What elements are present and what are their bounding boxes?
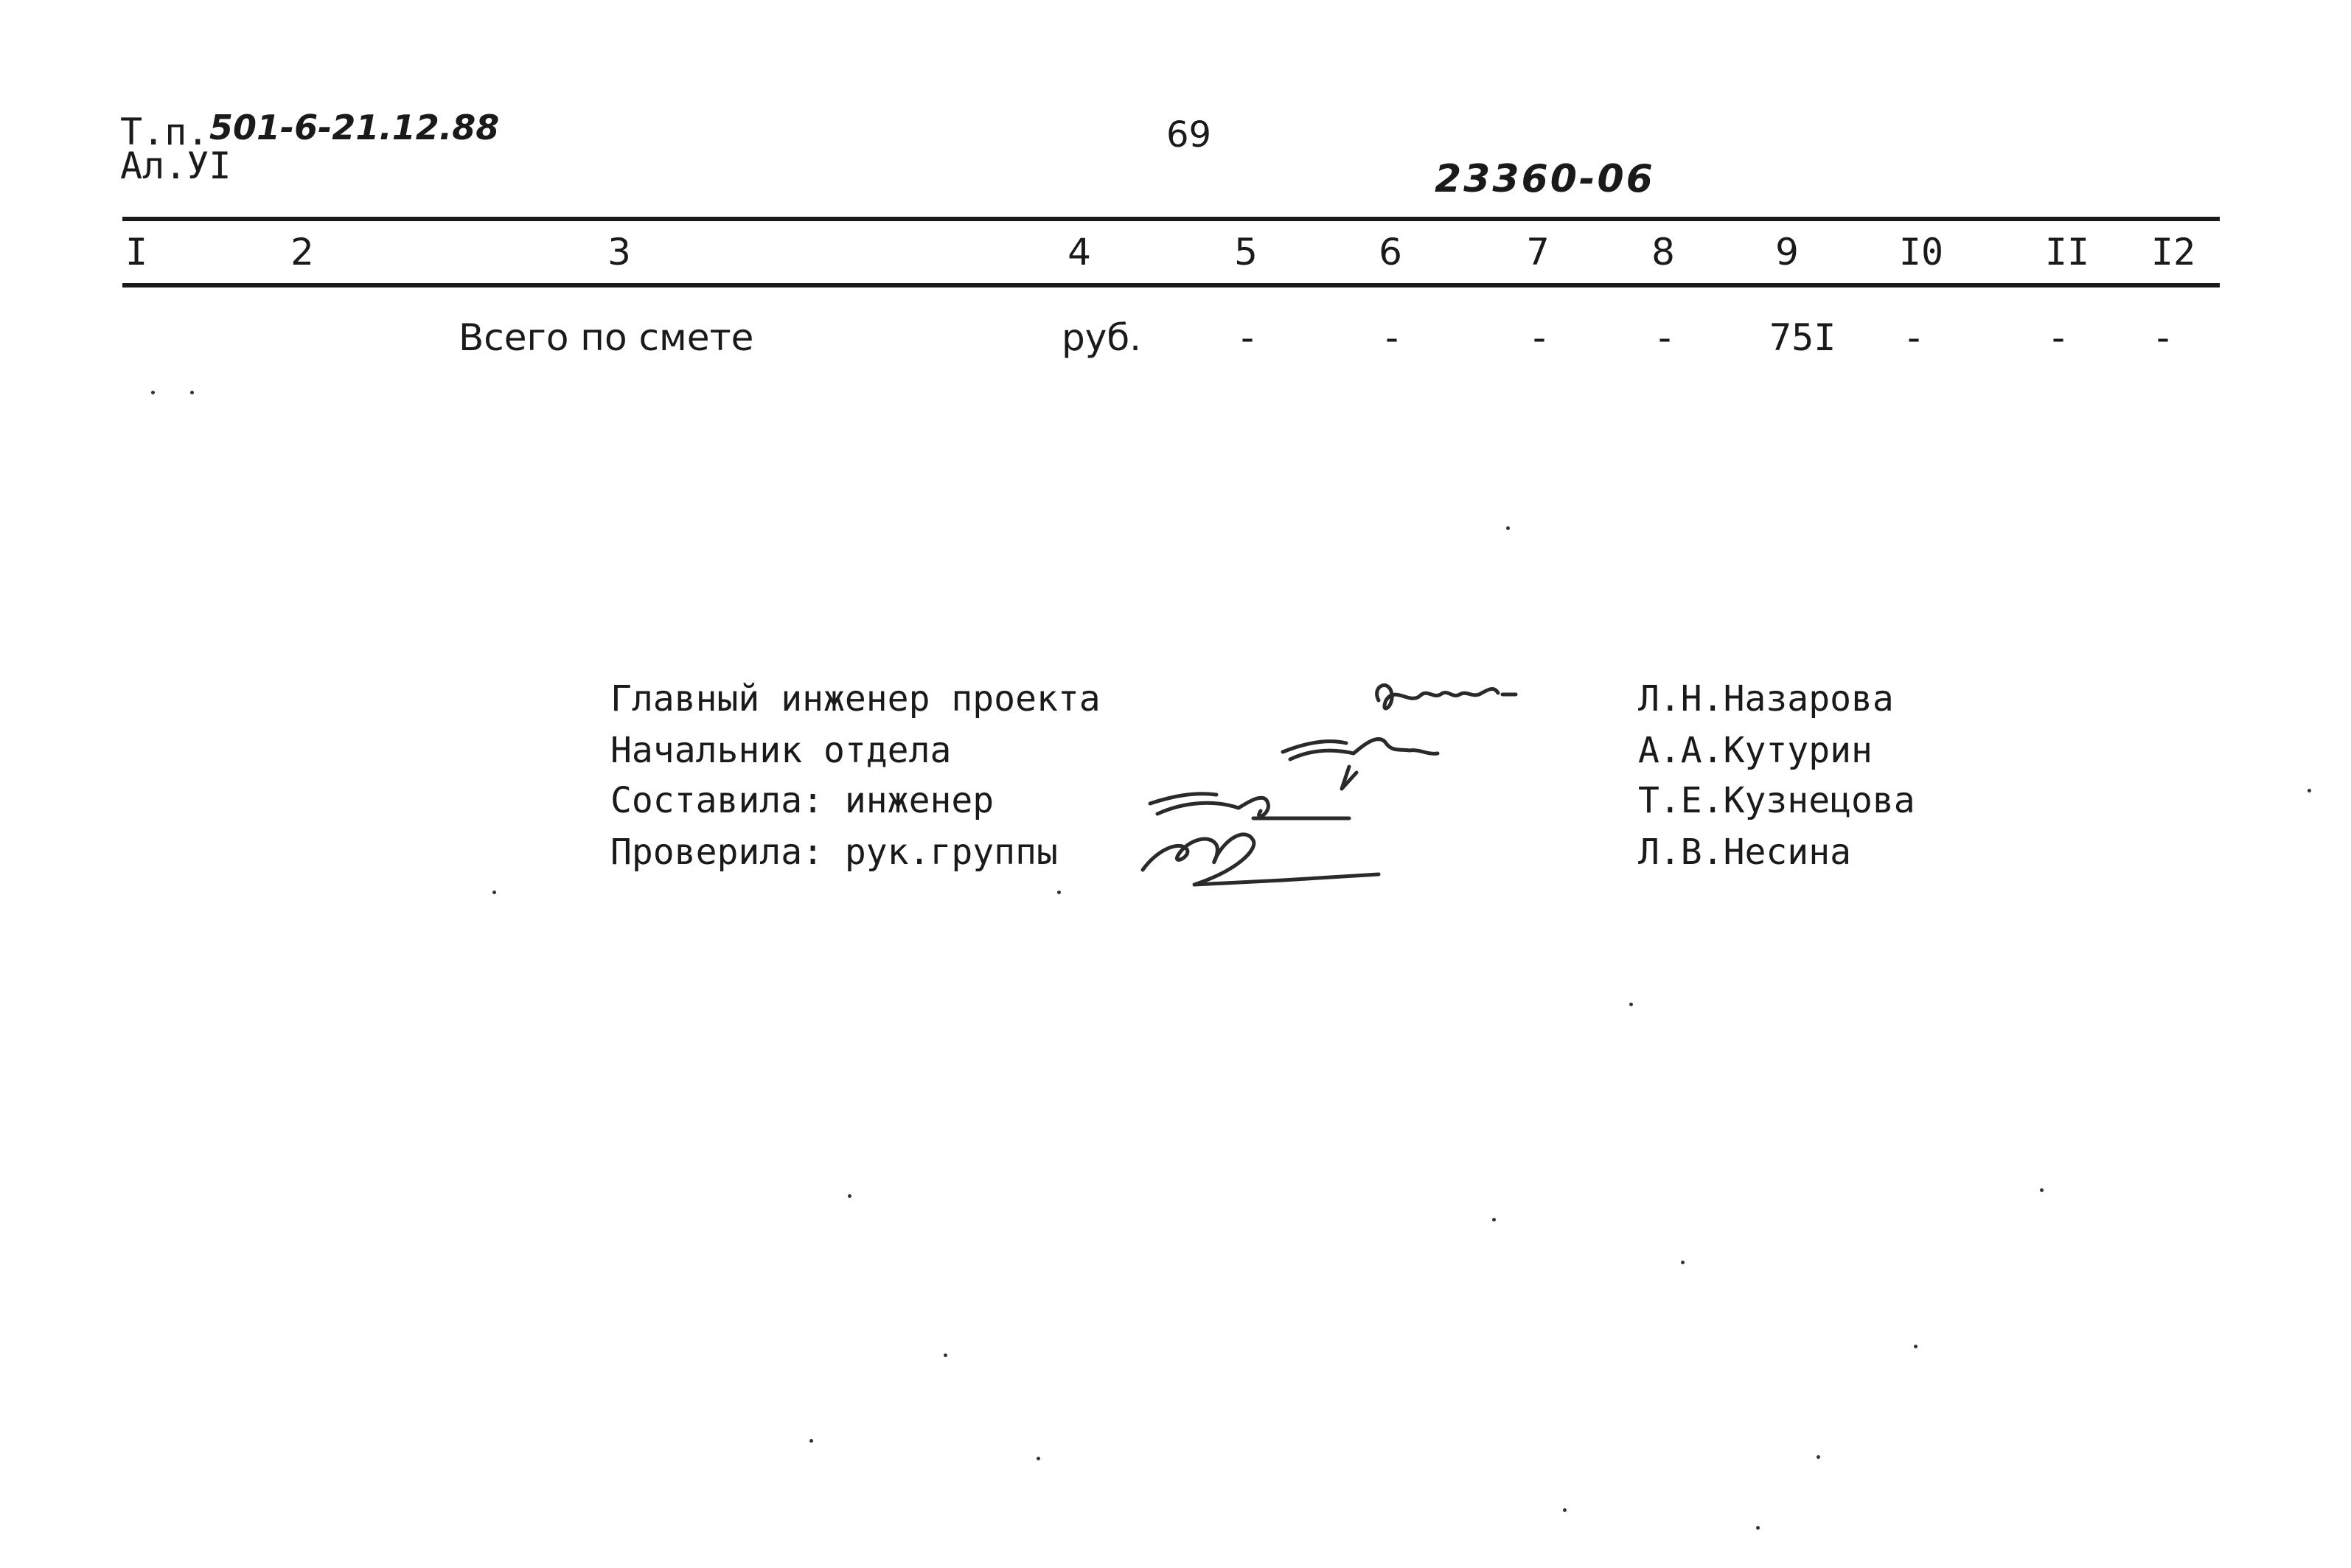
signature-name-4: Л.В.Несина <box>1638 832 1851 873</box>
cell-col-8: - <box>1657 316 1672 359</box>
table-header-rule <box>122 283 2220 288</box>
scan-speck <box>1037 1457 1040 1460</box>
handwritten-signatures <box>1135 656 1592 921</box>
column-header-6: 6 <box>1379 231 1402 273</box>
column-header-2: 2 <box>290 231 314 273</box>
scan-speck <box>1817 1455 1820 1459</box>
row-unit: руб. <box>1062 316 1142 359</box>
column-header-11: II <box>2044 231 2090 273</box>
signature-2-mark <box>1283 739 1438 789</box>
scan-speck <box>2040 1188 2044 1192</box>
document-code: 23360-06 <box>1435 157 1655 201</box>
signature-role-4: Проверила: рук.группы <box>610 832 1058 873</box>
cell-col-5: - <box>1240 316 1255 359</box>
scan-speck <box>944 1353 947 1357</box>
cell-col-12: - <box>2156 316 2170 359</box>
scan-speck <box>1756 1526 1760 1530</box>
table-top-rule <box>122 217 2220 221</box>
signature-1-mark <box>1377 686 1516 708</box>
column-header-9: 9 <box>1775 231 1799 273</box>
scan-speck <box>1492 1218 1496 1222</box>
scan-speck <box>1057 891 1061 894</box>
scan-speck <box>1563 1508 1567 1512</box>
signature-4-mark <box>1143 834 1379 885</box>
page-number: 69 <box>1166 114 1212 156</box>
album-number: Ал.УI <box>120 144 231 187</box>
column-header-3: 3 <box>607 231 631 273</box>
column-header-12: I2 <box>2150 231 2196 273</box>
column-header-7: 7 <box>1526 231 1550 273</box>
signature-role-1: Главный инженер проекта <box>610 678 1101 719</box>
cell-col-11: - <box>2051 316 2066 359</box>
column-header-5: 5 <box>1234 231 1258 273</box>
column-header-10: I0 <box>1898 231 1944 273</box>
scan-speck <box>1629 1003 1633 1006</box>
scan-speck <box>1681 1261 1685 1264</box>
signature-3-mark <box>1150 794 1349 818</box>
row-label: Всего по смете <box>459 316 754 359</box>
signature-role-2: Начальник отдела <box>610 730 952 771</box>
cell-col-10: - <box>1906 316 1921 359</box>
doc-prefix: Т.п. <box>120 111 209 153</box>
cell-col-6: - <box>1385 316 1399 359</box>
scan-speck <box>2308 789 2311 792</box>
signature-role-3: Составила: инженер <box>610 780 995 821</box>
column-header-1: I <box>125 231 148 273</box>
scan-speck <box>1914 1345 1918 1348</box>
column-header-4: 4 <box>1067 231 1091 273</box>
scan-speck <box>492 891 496 894</box>
scan-speck <box>809 1439 813 1443</box>
scan-speck <box>1506 526 1510 530</box>
column-header-8: 8 <box>1651 231 1675 273</box>
signature-name-2: А.А.Кутурин <box>1638 730 1873 771</box>
doc-number: 501-6-21.12.88 <box>209 108 500 147</box>
scan-speck <box>848 1194 851 1198</box>
scan-speck <box>151 391 155 394</box>
scan-speck <box>190 391 194 394</box>
signature-name-1: Л.Н.Назарова <box>1638 678 1894 719</box>
cell-col-9-total: 75I <box>1769 316 1836 359</box>
signature-name-3: Т.Е.Кузнецова <box>1638 780 1915 821</box>
cell-col-7: - <box>1532 316 1547 359</box>
